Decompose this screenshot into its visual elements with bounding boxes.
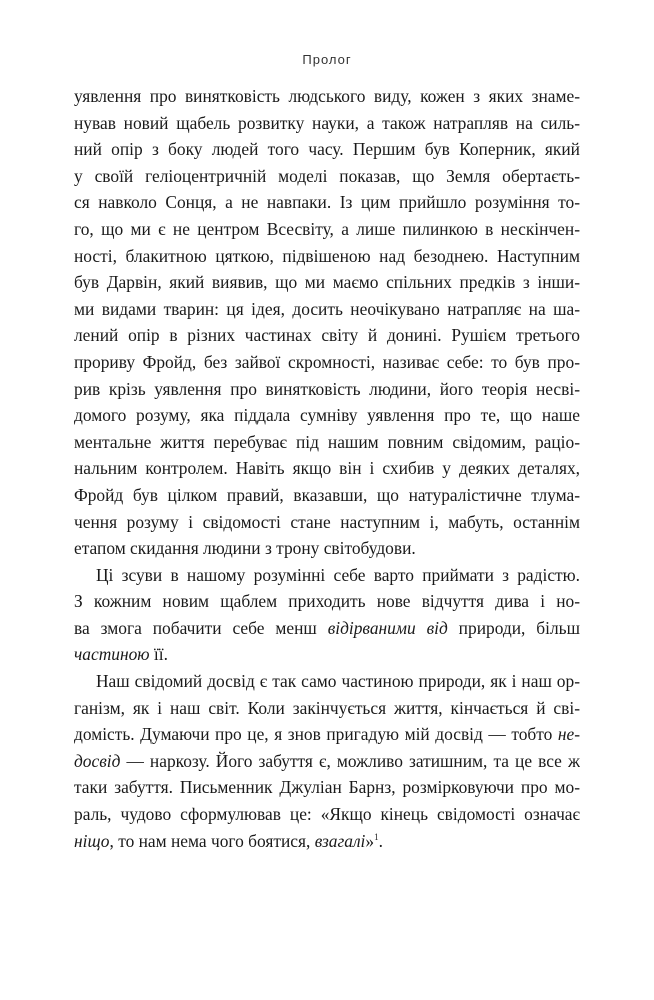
text-segment: таки забуття. Письменник Джуліан Барнз, розмірковуючи про мо-	[74, 777, 580, 798]
text-segment: ганізм, як і наш світ. Коли закінчується життя, кінчається й сві-	[74, 697, 580, 718]
text-line	[74, 402, 580, 429]
text-segment: чення розуму і свідомості стане наступним і, мабуть, останнім	[74, 511, 580, 532]
text-line	[74, 615, 580, 642]
italic-text: не-	[557, 724, 580, 745]
text-line	[74, 482, 580, 509]
text-segment: »	[365, 830, 375, 851]
text-line	[74, 748, 580, 775]
text-segment: ми видами тварин: ця ідея, досить неочікувано натрапляє на ша-	[74, 298, 580, 319]
running-head: Пролог	[302, 52, 352, 67]
text-segment: З кожним новим щаблем приходить нове відчуття дива і но-	[74, 591, 580, 612]
footnote-marker: 1	[374, 831, 379, 842]
text-line	[74, 588, 580, 615]
text-segment: її.	[149, 644, 168, 665]
text-segment: ментальне життя перебуває під нашим повним свідомим, раціо-	[74, 431, 580, 452]
text-segment: .	[378, 830, 383, 851]
text-segment: у своїй геліоцентричній моделі показав, що Земля обертаєть-	[74, 165, 580, 186]
text-line	[74, 721, 580, 748]
paragraph	[74, 562, 580, 668]
text-segment: рив крізь уявлення про винятковість людини, його теорія несві-	[74, 378, 580, 399]
text-segment: уявлення про винятковість людського виду, кожен з яких знаме-	[74, 86, 580, 106]
text-segment: раль, чудово сформулював це: «Якщо кінець свідомості означає	[74, 804, 580, 825]
text-line	[74, 243, 580, 270]
italic-text: ніщо	[74, 830, 110, 851]
text-line	[74, 296, 580, 323]
text-segment: ний опір з боку людей того часу. Першим був Коперник, який	[74, 139, 580, 160]
text-line	[74, 269, 580, 296]
text-line	[74, 774, 580, 801]
text-segment: нував новий щабель розвитку науки, а також натрапляв на силь-	[74, 112, 580, 133]
body-text	[74, 83, 580, 854]
text-segment: домого розуму, яка піддала сумніву уявлення про те, що наше	[74, 405, 580, 426]
text-segment: го, що ми є не центром Всесвіту, а лише пилинкою в нескінчен-	[74, 218, 580, 239]
text-line	[74, 429, 580, 456]
paragraph	[74, 83, 580, 562]
text-segment: ності, блакитною цяткою, підвішеною над безоднею. Наступним	[74, 245, 580, 266]
text-segment: етапом скидання людини з трону світобудови.	[74, 538, 416, 559]
text-line	[74, 322, 580, 349]
text-line	[74, 509, 580, 536]
text-line	[74, 189, 580, 216]
text-line	[74, 110, 580, 137]
text-segment: ся навколо Сонця, а не навпаки. Із цим прийшло розуміння то-	[74, 192, 580, 213]
text-line	[74, 641, 580, 668]
text-line	[74, 136, 580, 163]
text-segment: Наш свідомий досвід є так само частиною природи, як і наш ор-	[96, 671, 580, 692]
text-line	[74, 163, 580, 190]
text-segment: Ці зсуви в нашому розумінні себе варто приймати з радістю.	[96, 564, 580, 585]
text-line	[74, 562, 580, 589]
text-line	[74, 455, 580, 482]
text-line	[74, 828, 580, 855]
text-segment: — наркозу. Його забуття є, можливо затишним, та це все ж	[120, 750, 580, 771]
italic-text: взагалі	[314, 830, 366, 851]
text-line	[74, 376, 580, 403]
text-segment: природи, більш	[447, 617, 580, 638]
italic-text: частиною	[74, 644, 150, 665]
italic-text: відірваними від	[327, 617, 448, 638]
text-line	[74, 801, 580, 828]
text-segment: домість. Думаючи про це, я знов пригадую мій досвід — тобто	[74, 724, 558, 745]
text-segment: нальним контролем. Навіть якщо він і схибив у деяких деталях,	[74, 458, 580, 479]
text-line	[74, 216, 580, 243]
text-segment: лений опір в різних частинах світу й донині. Рушієм третього	[74, 325, 580, 346]
text-segment: , то нам нема чого боятися,	[109, 830, 315, 851]
italic-text: досвід	[74, 750, 121, 771]
text-line	[74, 535, 580, 562]
text-segment: був Дарвін, який виявив, що ми маємо спільних предків з інши-	[74, 272, 580, 293]
paragraph	[74, 668, 580, 854]
text-line	[74, 668, 580, 695]
text-line	[74, 83, 580, 110]
text-line	[74, 695, 580, 722]
text-segment: прориву Фройд, без зайвої скромності, називає себе: то був про-	[74, 351, 580, 372]
text-segment: Фройд був цілком правий, вказавши, що натуралістичне тлума-	[74, 484, 580, 505]
text-segment: ва змога побачити себе менш	[74, 617, 328, 638]
text-line	[74, 349, 580, 376]
